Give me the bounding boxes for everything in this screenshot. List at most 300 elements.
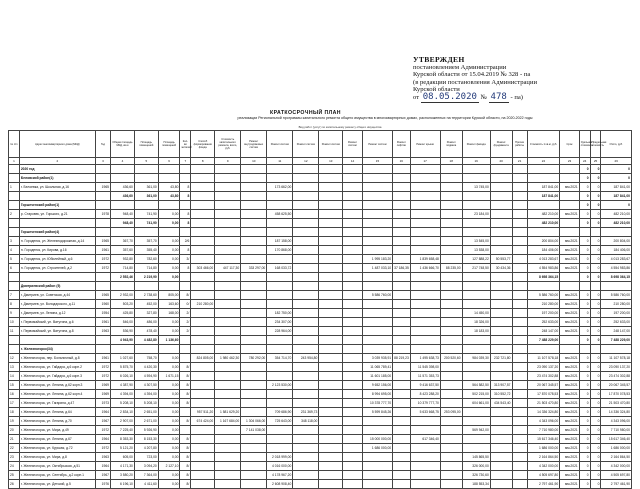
table-cell <box>343 435 363 444</box>
table-cell: 4 <box>9 246 20 255</box>
table-cell: 0 <box>579 327 590 336</box>
table-cell <box>343 228 363 237</box>
table-cell <box>490 327 512 336</box>
table-cell <box>191 210 215 219</box>
table-cell: 43,80 <box>158 192 180 201</box>
table-row <box>9 426 632 435</box>
table-cell: 234 307,00 <box>267 318 293 327</box>
table-cell: мм.2021 <box>560 300 580 309</box>
table-cell <box>362 174 392 183</box>
table-cell: 1960 <box>95 300 110 309</box>
table-cell: 10 379 777,70 <box>410 399 440 408</box>
table-cell <box>9 336 20 345</box>
table-cell: 0,00 <box>158 426 180 435</box>
table-cell: 1964 <box>95 408 110 417</box>
table-cell <box>293 336 319 345</box>
table-cell <box>215 372 241 381</box>
table-cell <box>490 174 512 183</box>
table-cell: 0 <box>590 408 601 417</box>
table-cell: мм.2021 <box>560 327 580 336</box>
table-cell <box>362 237 392 246</box>
table-cell: 88 235,00 <box>440 264 462 273</box>
table-cell <box>462 219 490 228</box>
table-cell <box>111 201 135 210</box>
table-cell: 546,00 <box>111 318 135 327</box>
table-cell <box>410 246 440 255</box>
table-cell <box>362 309 392 318</box>
table-cell <box>215 453 241 462</box>
table-cell: 354 714,70 <box>267 354 293 363</box>
table-cell <box>267 228 293 237</box>
column-number: 6 <box>158 158 180 165</box>
column-header: Удельная стоимость <box>579 131 590 158</box>
table-cell: 7 141 038,00 <box>241 426 267 435</box>
table-cell: 3/ <box>180 255 191 264</box>
table-cell: мм.2021 <box>560 480 580 489</box>
table-cell <box>462 300 490 309</box>
table-cell <box>440 174 462 183</box>
table-cell <box>393 219 410 228</box>
table-cell <box>527 201 560 210</box>
table-cell: 5 586 760,00 <box>601 291 632 300</box>
table-cell: 1 436 666,70 <box>410 264 440 273</box>
table-cell: 0 <box>579 300 590 309</box>
table-cell: 7 488 229,00 <box>601 336 632 345</box>
table-cell: 187 841,00 <box>601 192 632 201</box>
table-cell <box>393 426 410 435</box>
table-cell: 11 065 789,41 <box>362 363 392 372</box>
table-cell: 436,60 <box>111 192 135 201</box>
table-cell <box>215 291 241 300</box>
table-cell <box>191 426 215 435</box>
table-cell: 361,00 <box>134 192 158 201</box>
table-cell <box>512 246 527 255</box>
table-cell <box>440 444 462 453</box>
table-cell <box>490 300 512 309</box>
table-cell <box>343 291 363 300</box>
table-cell: 0/ <box>180 300 191 309</box>
table-cell: 0 <box>601 174 632 183</box>
table-cell: 8 <box>180 264 191 273</box>
table-cell: 184 406,00 <box>527 246 560 255</box>
table-cell: 0 <box>579 363 590 372</box>
date-prefix: от <box>413 93 420 101</box>
table-cell <box>267 174 293 183</box>
table-cell <box>343 300 363 309</box>
table-cell <box>512 192 527 201</box>
table-row <box>9 399 632 408</box>
table-cell <box>410 417 440 426</box>
table-cell <box>512 237 527 246</box>
table-cell <box>241 381 267 390</box>
table-cell <box>393 372 410 381</box>
table-cell <box>241 462 267 471</box>
table-cell: 4 342 000,00 <box>527 462 560 471</box>
table-cell: 4 307,50 <box>134 381 158 390</box>
table-cell <box>440 228 462 237</box>
table-cell: 4 016 000,00 <box>267 462 293 471</box>
table-cell: 1 671,15 <box>158 372 180 381</box>
table-group-note: Вид работ (услуг) по капитальному ремонту общего имущества <box>298 125 382 129</box>
table-cell: 0,00 <box>158 480 180 489</box>
table-cell <box>579 345 590 354</box>
table-cell <box>490 210 512 219</box>
table-cell: 8/ <box>180 390 191 399</box>
table-cell <box>440 273 462 282</box>
table-cell <box>512 417 527 426</box>
table-cell <box>319 471 343 480</box>
table-cell <box>512 300 527 309</box>
table-cell: 197 200,00 <box>527 309 560 318</box>
table-cell <box>319 444 343 453</box>
table-cell <box>95 174 110 183</box>
table-cell <box>241 345 267 354</box>
table-cell: 957 511,20 <box>191 408 215 417</box>
table-cell <box>180 282 191 291</box>
column-header: Год <box>95 131 110 158</box>
table-cell <box>601 345 632 354</box>
approval-line: (в редакции постановления Администрации <box>413 78 537 86</box>
table-cell <box>490 372 512 381</box>
table-cell: 674 424,00 <box>191 417 215 426</box>
table-cell: 11 107 578,18 <box>601 354 632 363</box>
table-cell: 824 805,00 <box>191 354 215 363</box>
table-cell <box>490 246 512 255</box>
address-cell: г. Железногорск, пер. Больничный, д.8 <box>19 354 95 363</box>
table-cell: 8/ <box>180 417 191 426</box>
table-cell: 11 571 353,73 <box>410 372 440 381</box>
table-cell <box>191 480 215 489</box>
table-cell <box>462 336 490 345</box>
table-row <box>9 246 632 255</box>
table-cell: 21 503 470,80 <box>601 399 632 408</box>
table-cell: 182 750,00 <box>267 309 293 318</box>
table-cell <box>293 444 319 453</box>
address-cell <box>19 273 95 282</box>
table-cell: 7 225,40 <box>111 426 135 435</box>
table-cell: 200 804,00 <box>527 237 560 246</box>
table-cell <box>343 336 363 345</box>
table-cell <box>490 273 512 282</box>
table-cell <box>111 165 135 174</box>
table-cell <box>241 372 267 381</box>
table-cell <box>293 291 319 300</box>
table-cell <box>319 363 343 372</box>
address-cell: г. Железногорск, ул. Ленина, д.62 корп.4 <box>19 390 95 399</box>
table-cell: мм.2021 <box>560 453 580 462</box>
table-cell: 14 <box>9 372 20 381</box>
table-row <box>9 183 632 192</box>
table-cell <box>343 264 363 273</box>
table-cell: 5 208,10 <box>111 399 135 408</box>
table-cell <box>410 309 440 318</box>
table-cell <box>215 165 241 174</box>
address-cell <box>19 219 95 228</box>
table-cell <box>362 165 392 174</box>
address-cell: п. Городенск, ул. Железнодорожная, д.14 <box>19 237 95 246</box>
address-cell: г. Железногорск, ул. Ленина, д.70 <box>19 417 95 426</box>
address-cell: г. Дмитриев, ул. Ленина, д.12 <box>19 309 95 318</box>
table-cell <box>512 201 527 210</box>
table-cell <box>512 291 527 300</box>
table-cell: 0 <box>590 318 601 327</box>
table-cell: 184 406,00 <box>601 246 632 255</box>
table-cell <box>410 165 440 174</box>
table-cell <box>191 219 215 228</box>
table-cell: 3 580,20 <box>111 471 135 480</box>
table-cell: 1967 <box>95 471 110 480</box>
table-cell: 252 633,00 <box>527 318 560 327</box>
table-cell: 355,40 <box>134 246 158 255</box>
table-cell <box>393 327 410 336</box>
table-cell <box>462 363 490 372</box>
table-cell <box>490 453 512 462</box>
address-cell: р. Старовек, ул. Горького, д.21 <box>19 210 95 219</box>
table-cell: 984 039,30 <box>462 354 490 363</box>
table-cell <box>191 255 215 264</box>
table-cell <box>191 453 215 462</box>
table-cell <box>410 327 440 336</box>
table-cell <box>393 255 410 264</box>
table-cell <box>111 228 135 237</box>
table-cell <box>410 210 440 219</box>
table-cell: 4 594,90 <box>134 372 158 381</box>
table-cell: 348 118,00 <box>293 417 319 426</box>
column-number: 8 <box>191 158 215 165</box>
table-cell: 2 671,00 <box>134 417 158 426</box>
table-cell <box>440 201 462 210</box>
table-cell <box>319 300 343 309</box>
table-cell <box>393 444 410 453</box>
table-cell: мм.2021 <box>560 372 580 381</box>
column-number: 21 <box>512 158 527 165</box>
table-cell <box>512 273 527 282</box>
table-cell <box>343 318 363 327</box>
table-cell: 0 <box>579 408 590 417</box>
table-cell: 8/ <box>180 381 191 390</box>
table-cell <box>490 309 512 318</box>
table-cell <box>490 282 512 291</box>
table-cell: 210 280,00 <box>527 300 560 309</box>
table-cell <box>319 210 343 219</box>
table-cell <box>440 165 462 174</box>
table-cell: 210 280,00 <box>191 300 215 309</box>
table-cell: мм.2021 <box>560 462 580 471</box>
table-cell: 248 147,00 <box>527 327 560 336</box>
table-cell: мм.2021 <box>560 363 580 372</box>
table-cell: 5 633 668,75 <box>410 408 440 417</box>
table-cell <box>191 183 215 192</box>
table-cell <box>134 282 158 291</box>
column-number: 3 <box>95 158 110 165</box>
table-cell <box>393 399 410 408</box>
table-cell <box>440 237 462 246</box>
table-cell: 0 <box>579 471 590 480</box>
table-cell: 458 625,50 <box>267 210 293 219</box>
table-cell: 948,40 <box>111 219 135 228</box>
column-number: 16 <box>393 158 410 165</box>
table-cell <box>241 201 267 210</box>
table-cell: 1961 <box>95 318 110 327</box>
table-cell <box>462 273 490 282</box>
table-cell: 21 <box>9 435 20 444</box>
table-cell <box>440 399 462 408</box>
table-cell <box>410 291 440 300</box>
table-cell: 569 942,00 <box>462 426 490 435</box>
table-cell: 1961 <box>95 246 110 255</box>
table-cell: 4 178 967,20 <box>267 471 293 480</box>
table-cell: 1 686 000,00 <box>601 444 632 453</box>
column-header: Стоимость капитального ремонта, всего, руб. <box>215 131 241 158</box>
table-cell: 478,40 <box>134 327 158 336</box>
table-cell: 1963 <box>95 327 110 336</box>
table-cell: 252 633,00 <box>601 318 632 327</box>
table-cell: 1965 <box>95 291 110 300</box>
table-cell <box>410 480 440 489</box>
table-cell: 10 <box>9 318 20 327</box>
table-cell: мм.2021 <box>560 210 580 219</box>
table-cell <box>393 309 410 318</box>
table-cell <box>343 381 363 390</box>
table-cell <box>512 228 527 237</box>
table-cell <box>601 228 632 237</box>
table-cell: 4 342 000,00 <box>601 462 632 471</box>
table-cell <box>462 192 490 201</box>
table-cell: 0 <box>579 435 590 444</box>
table-cell <box>191 273 215 282</box>
table-cell: 2 932,00 <box>111 291 135 300</box>
table-cell <box>191 435 215 444</box>
table-cell: 0 <box>579 174 590 183</box>
approval-line: Курской области от 15.04.2019 № 328 - па <box>413 71 531 79</box>
table-cell <box>215 174 241 183</box>
table-cell <box>490 201 512 210</box>
table-cell: 482 210,00 <box>601 210 632 219</box>
table-cell: 482 210,00 <box>601 219 632 228</box>
table-cell: 8/ <box>180 363 191 372</box>
table-row <box>9 417 632 426</box>
table-row <box>9 300 632 309</box>
column-number: 26 <box>601 158 632 165</box>
table-cell <box>362 417 392 426</box>
table-header-row <box>9 131 632 158</box>
table-cell: 11 <box>9 327 20 336</box>
table-cell <box>180 408 191 417</box>
approval-block <box>413 56 633 103</box>
table-cell <box>512 462 527 471</box>
address-cell: г. Железногорск, ул. Октябрьская, д.51 <box>19 462 95 471</box>
address-cell: г. Железногорск, ул. Ленина, д.64 <box>19 408 95 417</box>
table-cell: 2 219,90 <box>134 273 158 282</box>
table-cell <box>293 273 319 282</box>
column-number: 11 <box>267 158 293 165</box>
table-row <box>9 453 632 462</box>
table-cell: 8 <box>180 210 191 219</box>
table-cell: 1972 <box>95 255 110 264</box>
address-cell: г. Железногорск, ул. Мира, д.8 <box>19 453 95 462</box>
table-cell: 0,00 <box>158 210 180 219</box>
table-cell <box>191 291 215 300</box>
column-number: 22 <box>527 158 560 165</box>
table-cell: 447 117,30 <box>215 264 241 273</box>
table-cell <box>393 282 410 291</box>
table-cell: 0 <box>590 183 601 192</box>
column-number: 1 <box>9 158 20 165</box>
table-cell: 4 411,60 <box>134 480 158 489</box>
table-cell <box>527 174 560 183</box>
table-row <box>9 354 632 363</box>
table-cell: 2 123 530,00 <box>267 381 293 390</box>
table-cell <box>490 417 512 426</box>
table-cell: 11 601 185,00 <box>362 372 392 381</box>
table-cell: 4 207,80 <box>134 444 158 453</box>
address-cell: г. Дмитриев, ул. Советская, д.44 <box>19 291 95 300</box>
table-cell: 0 <box>579 390 590 399</box>
table-cell <box>319 372 343 381</box>
table-cell <box>267 390 293 399</box>
table-cell <box>215 273 241 282</box>
table-cell: мм.2021 <box>560 318 580 327</box>
table-cell <box>527 282 560 291</box>
table-cell: 14 450,00 <box>462 309 490 318</box>
table-cell <box>512 345 527 354</box>
table-cell <box>319 417 343 426</box>
table-cell <box>293 165 319 174</box>
table-cell <box>560 228 580 237</box>
table-cell: 0 <box>590 309 601 318</box>
table-cell: 173 662,00 <box>267 183 293 192</box>
table-cell: 357,60 <box>111 246 135 255</box>
table-cell <box>560 165 580 174</box>
table-cell <box>215 426 241 435</box>
address-cell: г. Первомайский, ул. Ватутина, д.8 <box>19 327 95 336</box>
column-number-row <box>9 158 632 165</box>
table-cell <box>440 462 462 471</box>
table-cell: 168 033,72 <box>267 264 293 273</box>
table-cell: 0 <box>579 264 590 273</box>
subtotal-row <box>9 273 632 282</box>
table-cell: 0 <box>579 354 590 363</box>
table-cell: 1972 <box>95 444 110 453</box>
handwritten-date: 08.05.2020 <box>422 91 477 102</box>
table-cell <box>527 165 560 174</box>
table-cell <box>512 183 527 192</box>
table-cell: 168,00 <box>158 309 180 318</box>
table-cell <box>410 228 440 237</box>
table-cell <box>362 246 392 255</box>
table-cell <box>293 462 319 471</box>
table-cell <box>440 183 462 192</box>
table-cell: мм.2021 <box>560 399 580 408</box>
column-header: Ремонт систем <box>343 131 363 158</box>
table-cell <box>490 192 512 201</box>
column-header: Ремонт крыши <box>410 131 440 158</box>
section-row <box>9 174 632 183</box>
table-cell <box>343 183 363 192</box>
table-cell: 18 326,00 <box>462 318 490 327</box>
table-cell <box>9 174 20 183</box>
table-cell: 13 <box>9 363 20 372</box>
table-cell: 2/ <box>180 309 191 318</box>
table-cell <box>241 282 267 291</box>
table-cell <box>590 282 601 291</box>
table-cell <box>95 219 110 228</box>
table-cell <box>343 363 363 372</box>
table-cell: 8 423 288,20 <box>410 390 440 399</box>
handwritten-number: 478 <box>490 91 507 102</box>
table-cell: 3 039 935,91 <box>362 354 392 363</box>
table-cell <box>241 255 267 264</box>
